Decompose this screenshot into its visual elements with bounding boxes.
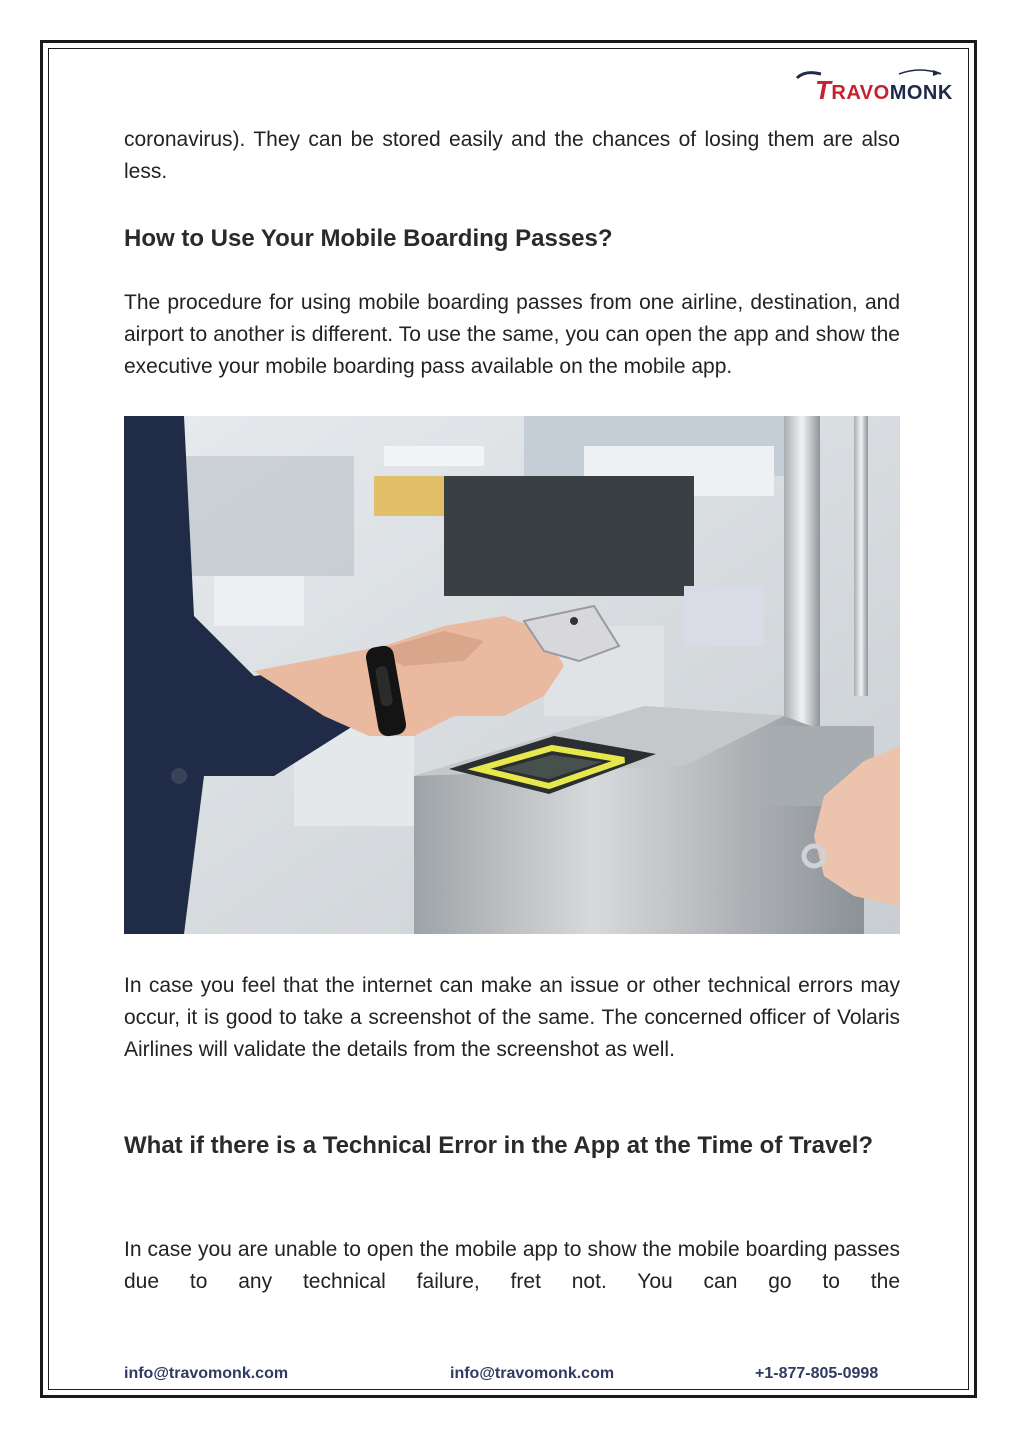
footer-phone[interactable]: +1-877-805-0998 — [755, 1365, 879, 1382]
paragraph-screenshot: In case you feel that the internet can make an issue or other technical errors may occur, it is good to take a screenshot of the same. The concerned officer of Volaris Airlines will validate the details from the screenshot as well. — [124, 974, 900, 1061]
paragraph-intro: coronavirus). They can be stored easily and the chances of losing them are also less. — [124, 128, 900, 183]
logo-wordmark — [815, 75, 953, 106]
logo-initial: T — [815, 75, 832, 105]
paragraph-procedure: The procedure for using mobile boarding passes from one airline, destination, and airport to another is different. To use the same, you can open the app and show the executive your mobile boarding pass available on the mobile app. — [124, 291, 900, 378]
travomonk-logo — [795, 68, 953, 105]
footer-email-2[interactable]: info@travomonk.com — [450, 1365, 615, 1382]
boarding-gate-illustration — [124, 416, 900, 934]
heading-how-to-use: How to Use Your Mobile Boarding Passes? — [124, 225, 613, 252]
logo-name-navy: MONK — [889, 82, 953, 104]
logo-name-red: RAVO — [831, 82, 890, 104]
heading-technical-error: What if there is a Technical Error in the App at the Time of Travel? — [124, 1132, 874, 1159]
paragraph-failure: In case you are unable to open the mobile app to show the mobile boarding passes due to any technical failure, fret not. You can go to the — [124, 1238, 900, 1293]
footer-email-1[interactable]: info@travomonk.com — [124, 1365, 289, 1382]
boarding-gate-photo — [124, 416, 900, 934]
